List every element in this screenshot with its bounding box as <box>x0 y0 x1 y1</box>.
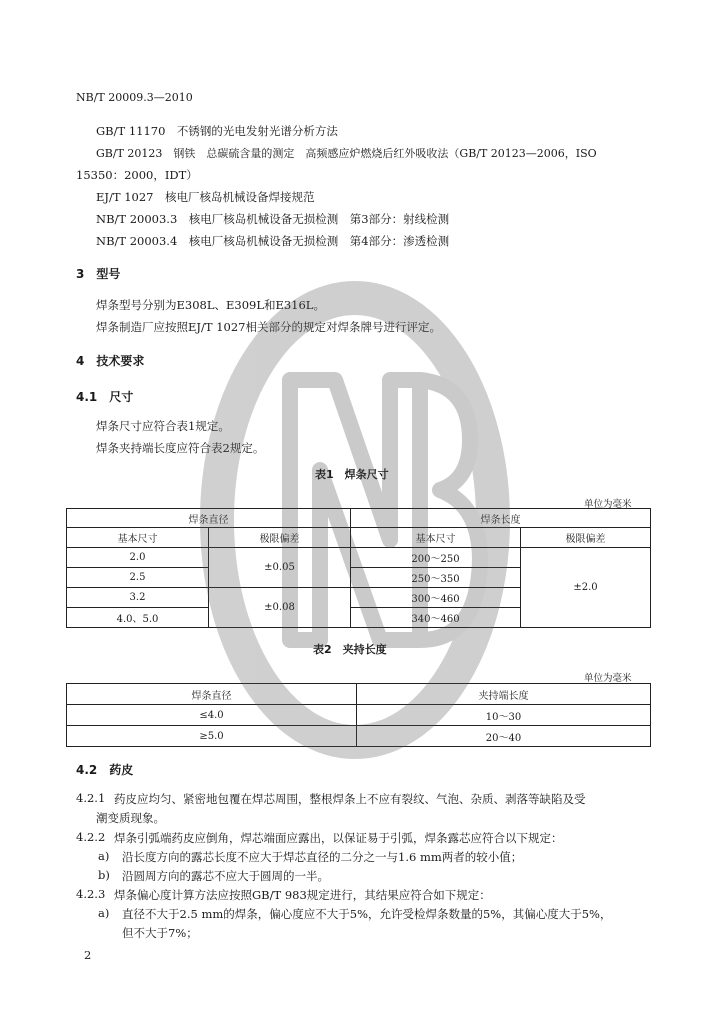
clause-4-2-2-a-label: a) <box>98 849 110 863</box>
section-3-para-1: 焊条型号分别为E308L、E309L和E316L。 <box>96 298 325 312</box>
clause-4-2-3-text: 焊条偏心度计算方法应按照GB/T 983规定进行，其结果应符合如下规定： <box>114 888 491 902</box>
table-1-cell-length: 200～250 <box>351 548 521 568</box>
table-1 <box>66 508 651 628</box>
table-1-cell-length: 250～350 <box>351 568 521 588</box>
reference-line-3: 15350：2000，IDT） <box>76 168 198 182</box>
table-1-cell-diameter: 3.2 <box>67 588 209 608</box>
table-1-cell-diameter: 2.5 <box>67 568 209 588</box>
table-1-cell-length: 300～460 <box>351 588 521 608</box>
table-2-col-diameter: 焊条直径 <box>67 684 357 705</box>
clause-4-2-2-number: 4.2.2 <box>76 830 106 844</box>
clause-4-2-3-a-line-2: 但不大于7%； <box>122 926 198 940</box>
table-2-caption: 表2 夹持长度 <box>313 643 387 656</box>
reference-line-5: NB/T 20003.3 核电厂核岛机械设备无损检测 第3部分：射线检测 <box>96 212 450 226</box>
clause-4-2-1-line-2: 潮变质现象。 <box>96 811 165 825</box>
table-1-header-diameter: 焊条直径 <box>67 509 351 528</box>
section-4-title: 4 技术要求 <box>76 354 145 368</box>
clause-4-2-3-a-line-1: 直径不大于2.5 mm的焊条，偏心度应不大于5%，允许受检焊条数量的5%，其偏心度大于5%， <box>122 907 612 921</box>
doc-code-header: NB/T 20009.3—2010 <box>76 91 193 104</box>
table-1-cell-diameter: 4.0、5.0 <box>67 608 209 628</box>
table-1-col-length-nominal: 基本尺寸 <box>351 528 521 548</box>
page-number: 2 <box>84 948 92 962</box>
section-4-1-para-2: 焊条夹持端长度应符合表2规定。 <box>96 441 265 455</box>
section-4-2-title: 4.2 药皮 <box>76 763 134 777</box>
table-2-cell-diameter: ≥5.0 <box>67 726 357 747</box>
clause-4-2-2-b-label: b) <box>98 868 110 882</box>
clause-4-2-1-number: 4.2.1 <box>76 791 106 805</box>
reference-line-4: EJ/T 1027 核电厂核岛机械设备焊接规范 <box>96 190 315 204</box>
table-2-col-length: 夹持端长度 <box>357 684 651 705</box>
table-1-caption: 表1 焊条尺寸 <box>315 468 389 481</box>
clause-4-2-1-line-1: 药皮应均匀、紧密地包覆在焊芯周围，整根焊条上不应有裂纹、气泡、杂质、剥落等缺陷及受 <box>114 792 586 806</box>
clause-4-2-3-a-label: a) <box>98 906 110 920</box>
clause-4-2-2-text: 焊条引弧端药皮应倒角，焊芯端面应露出，以保证易于引弧，焊条露芯应符合以下规定： <box>114 831 563 845</box>
section-3-title: 3 型号 <box>76 267 121 281</box>
table-2-unit: 单位为毫米 <box>584 673 632 684</box>
clause-4-2-2-b: 沿圆周方向的露芯不应大于圆周的一半。 <box>122 869 329 883</box>
table-2-cell-length: 20～40 <box>357 726 651 747</box>
table-1-cell-length-tolerance: ±2.0 <box>521 548 651 628</box>
table-1-col-diameter-nominal: 基本尺寸 <box>67 528 209 548</box>
table-1-col-length-tolerance: 极限偏差 <box>521 528 651 548</box>
table-1-header-length: 焊条长度 <box>351 509 651 528</box>
table-1-cell-diameter: 2.0 <box>67 548 209 568</box>
section-4-1-title: 4.1 尺寸 <box>76 390 134 404</box>
clause-4-2-3-number: 4.2.3 <box>76 887 106 901</box>
table-2 <box>66 683 651 747</box>
table-row <box>67 548 651 568</box>
table-2-cell-diameter: ≤4.0 <box>67 705 357 726</box>
reference-line-2: GB/T 20123 钢铁 总碳硫含量的测定 高频感应炉燃烧后红外吸收法（GB/T 20123—2006，ISO <box>96 147 597 160</box>
clause-4-2-2-a: 沿长度方向的露芯长度不应大于焊芯直径的二分之一与1.6 mm两者的较小值； <box>122 850 523 864</box>
table-row <box>67 726 651 747</box>
table-row <box>67 705 651 726</box>
table-1-cell-tolerance-1: ±0.05 <box>209 548 351 588</box>
table-1-cell-tolerance-2: ±0.08 <box>209 588 351 628</box>
table-1-cell-length: 340～460 <box>351 608 521 628</box>
table-2-cell-length: 10～30 <box>357 705 651 726</box>
section-3-para-2: 焊条制造厂应按照EJ/T 1027相关部分的规定对焊条牌号进行评定。 <box>96 320 441 334</box>
table-1-col-diameter-tolerance: 极限偏差 <box>209 528 351 548</box>
reference-line-1: GB/T 11170 不锈钢的光电发射光谱分析方法 <box>96 124 338 138</box>
reference-line-6: NB/T 20003.4 核电厂核岛机械设备无损检测 第4部分：渗透检测 <box>96 234 450 248</box>
table-1-unit: 单位为毫米 <box>584 499 632 510</box>
section-4-1-para-1: 焊条尺寸应符合表1规定。 <box>96 419 230 433</box>
